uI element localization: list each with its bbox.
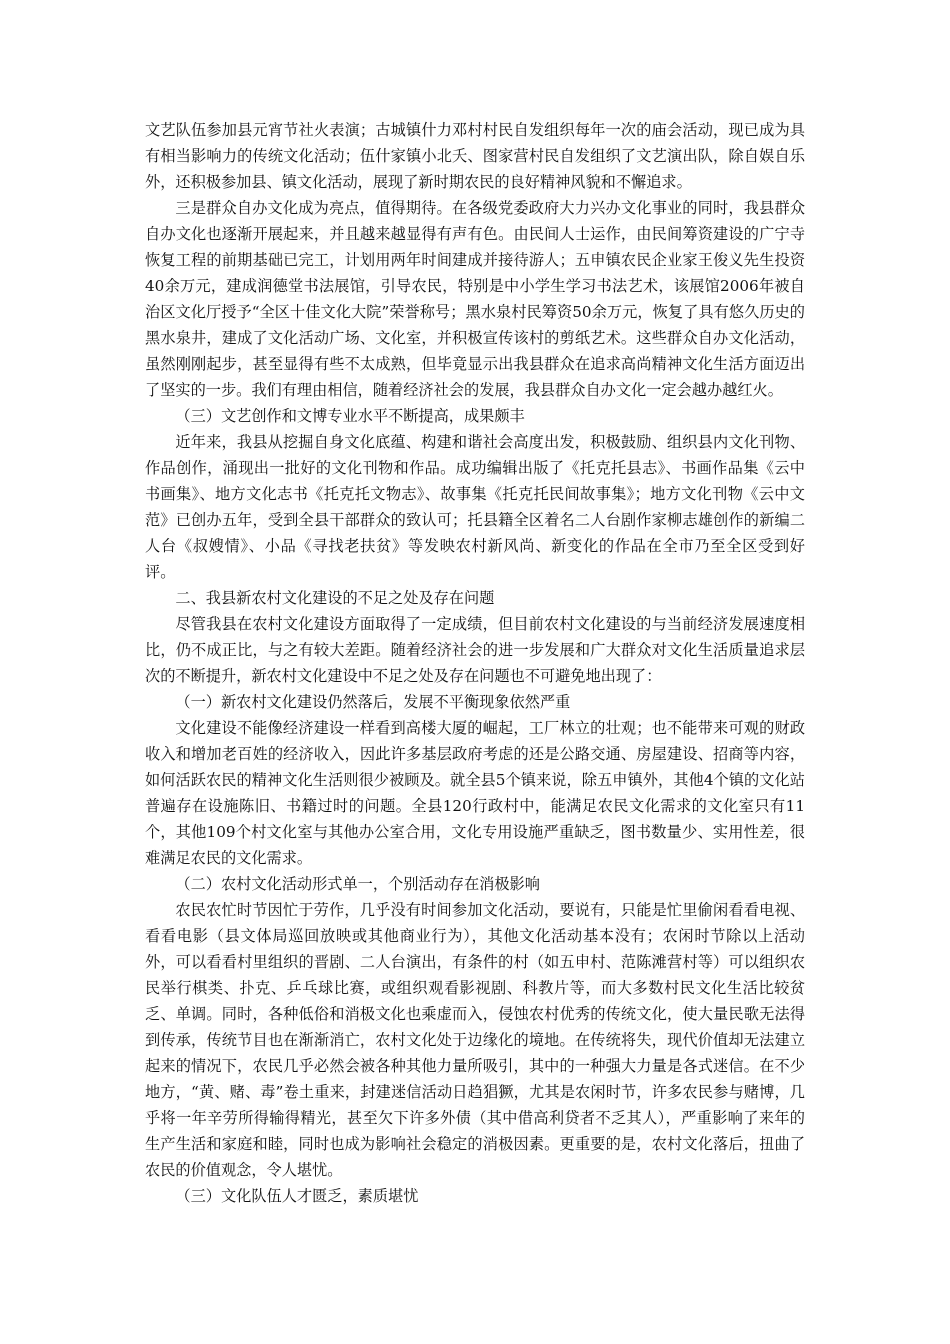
paragraph-continuation: 文艺队伍参加县元宵节社火表演；古城镇什力邓村村民自发组织每年一次的庙会活动，现已成为具有相当影响力的传统文化活动；伍什家镇小北夭、图家营村民自发组织了文艺演出队，除自娱自乐外，还积极参加县、镇文化活动，展现了新时期农民的良好精神风貌和不懈追求。 (145, 121, 805, 191)
section-heading-talent: （三）文化队伍人才匮乏，素质堪忧 (175, 1187, 419, 1205)
paragraph-self-run-culture: 三是群众自办文化成为亮点，值得期待。在各级党委政府大力兴办文化事业的同时，我县群众自办文化也逐渐开展起来，并且越来越显得有声有色。由民间人士运作，由民间筹资建设的广宁寺恢复工程的前期基础已完工，计划用两年时间建成并接待游人；五申镇农民企业家王俊义先生投资40余万元，建成润德堂书法展馆，引导农民，特别是中小学生学习书法艺术，该展馆2006年被自治区文化厅授予“全区十佳文化大院”荣誉称号；黑水泉村民筹资50余万元，恢复了具有悠久历史的黑水泉井，建成了文化活动广场、文化室，并积极宣传该村的剪纸艺术。这些群众自办文化活动，虽然刚刚起步，甚至显得有些不太成熟，但毕竟显示出我县群众在追求高尚精神文化生活方面迈出了坚实的一步。我们有理由相信，随着经济社会的发展，我县群众自办文化一定会越办越红火。 (145, 199, 805, 399)
section-heading-problems: 二、我县新农村文化建设的不足之处及存在问题 (175, 589, 495, 607)
section-heading-lagging: （一）新农村文化建设仍然落后，发展不平衡现象依然严重 (175, 693, 571, 711)
paragraph-publications: 近年来，我县从挖掘自身文化底蕴、构建和谐社会高度出发，积极鼓励、组织县内文化刊物、作品创作，涌现出一批好的文化刊物和作品。成功编辑出版了《托克托县志》、书画作品集《云中书画集》、地方文化志书《托克托文物志》、故事集《托克托民间故事集》；地方文化刊物《云中文范》已创办五年，受到全县干部群众的致认可；托县籍全区着名二人台剧作家柳志雄创作的新编二人台《叔嫂情》、小品《寻找老扶贫》等发映农村新风尚、新变化的作品在全市乃至全区受到好评。 (145, 433, 805, 581)
document-body (145, 117, 805, 1209)
section-heading-art-creation: （三）文艺创作和文博专业水平不断提高，成果颇丰 (175, 407, 525, 425)
paragraph-single-form: 农民农忙时节因忙于劳作，几乎没有时间参加文化活动，要说有，只能是忙里偷闲看看电视、看看电影（县文体局巡回放映或其他商业行为），其他文化活动基本没有；农闲时节除以上活动外，可以看看村里组织的晋剧、二人台演出，有条件的村（如五申村、范陈滩营村等）可以组织农民举行棋类、扑克、乒乓球比赛，或组织观看影视剧、科教片等，而大多数村民文化生活比较贫乏、单调。同时，各种低俗和消极文化也乘虚而入，侵蚀农村优秀的传统文化，使大量民歌无法得到传承，传统节目也在渐渐消亡，农村文化处于边缘化的境地。在传统将失，现代价值却无法建立起来的情况下，农民几乎必然会被各种其他力量所吸引，其中的一种强大力量是各式迷信。在不少地方，“黄、赌、毒”卷土重来，封建迷信活动日趋猖獗，尤其是农闲时节，许多农民参与赌博，几乎将一年辛劳所得输得精光，甚至欠下许多外债（其中借高利贷者不乏其人），严重影响了来年的生产生活和家庭和睦，同时也成为影响社会稳定的消极因素。更重要的是，农村文化落后，扭曲了农民的价值观念，令人堪忧。 (145, 901, 805, 1179)
paragraph-problems-intro: 尽管我县在农村文化建设方面取得了一定成绩，但目前农村文化建设的与当前经济发展速度相比，仍不成正比，与之有较大差距。随着经济社会的进一步发展和广大群众对文化生活质量追求层次的不断提升，新农村文化建设中不足之处及存在问题也不可避免地出现了： (145, 615, 805, 685)
section-heading-single-form: （二）农村文化活动形式单一，个别活动存在消极影响 (175, 875, 540, 893)
paragraph-lagging: 文化建设不能像经济建设一样看到高楼大厦的崛起，工厂林立的壮观；也不能带来可观的财政收入和增加老百姓的经济收入，因此许多基层政府考虑的还是公路交通、房屋建设、招商等内容，如何活跃农民的精神文化生活则很少被顾及。就全县5个镇来说，除五申镇外，其他4个镇的文化站普遍存在设施陈旧、书籍过时的问题。全县120行政村中，能满足农民文化需求的文化室只有11个，其他109个村文化室与其他办公室合用，文化专用设施严重缺乏，图书数量少、实用性差，很难满足农民的文化需求。 (145, 719, 805, 867)
